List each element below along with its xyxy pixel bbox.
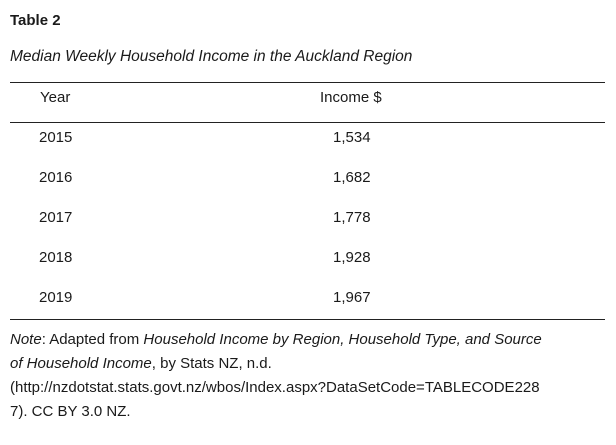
table-cell-income: 1,928	[333, 249, 371, 266]
table-cell-income: 1,778	[333, 209, 371, 226]
column-header-income: Income $	[320, 89, 382, 106]
note-line-1	[10, 328, 610, 352]
table-cell-year: 2019	[39, 289, 73, 306]
table-cell-year: 2018	[39, 249, 73, 266]
note-source-title: Household Income by Region, Household Type, and Source	[143, 331, 542, 348]
table-cell-income: 1,534	[333, 129, 371, 146]
table-cell-income: 1,967	[333, 289, 371, 306]
table-note	[10, 328, 610, 424]
note-label: Note	[10, 331, 42, 348]
note-url: (http://nzdotstat.stats.govt.nz/wbos/Index.aspx?DataSetCode=TABLECODE228	[10, 379, 540, 396]
table-cell-income: 1,682	[333, 169, 371, 186]
note-source-title-cont: of Household Income	[10, 355, 152, 372]
table-cell-year: 2016	[39, 169, 73, 186]
table-cell-year: 2017	[39, 209, 73, 226]
table-cell-year: 2015	[39, 129, 73, 146]
table-top-rule	[10, 82, 605, 83]
column-header-year: Year	[40, 89, 71, 106]
note-text: : Adapted from	[41, 331, 144, 348]
note-line-2	[10, 352, 610, 376]
note-license: 7). CC BY 3.0 NZ.	[10, 403, 131, 420]
table-header-rule	[10, 122, 605, 123]
table-title: Median Weekly Household Income in the Auckland Region	[10, 48, 413, 65]
note-text: , by Stats NZ, n.d.	[151, 355, 272, 372]
table-label: Table 2	[10, 12, 61, 29]
table-bottom-rule	[10, 319, 605, 320]
